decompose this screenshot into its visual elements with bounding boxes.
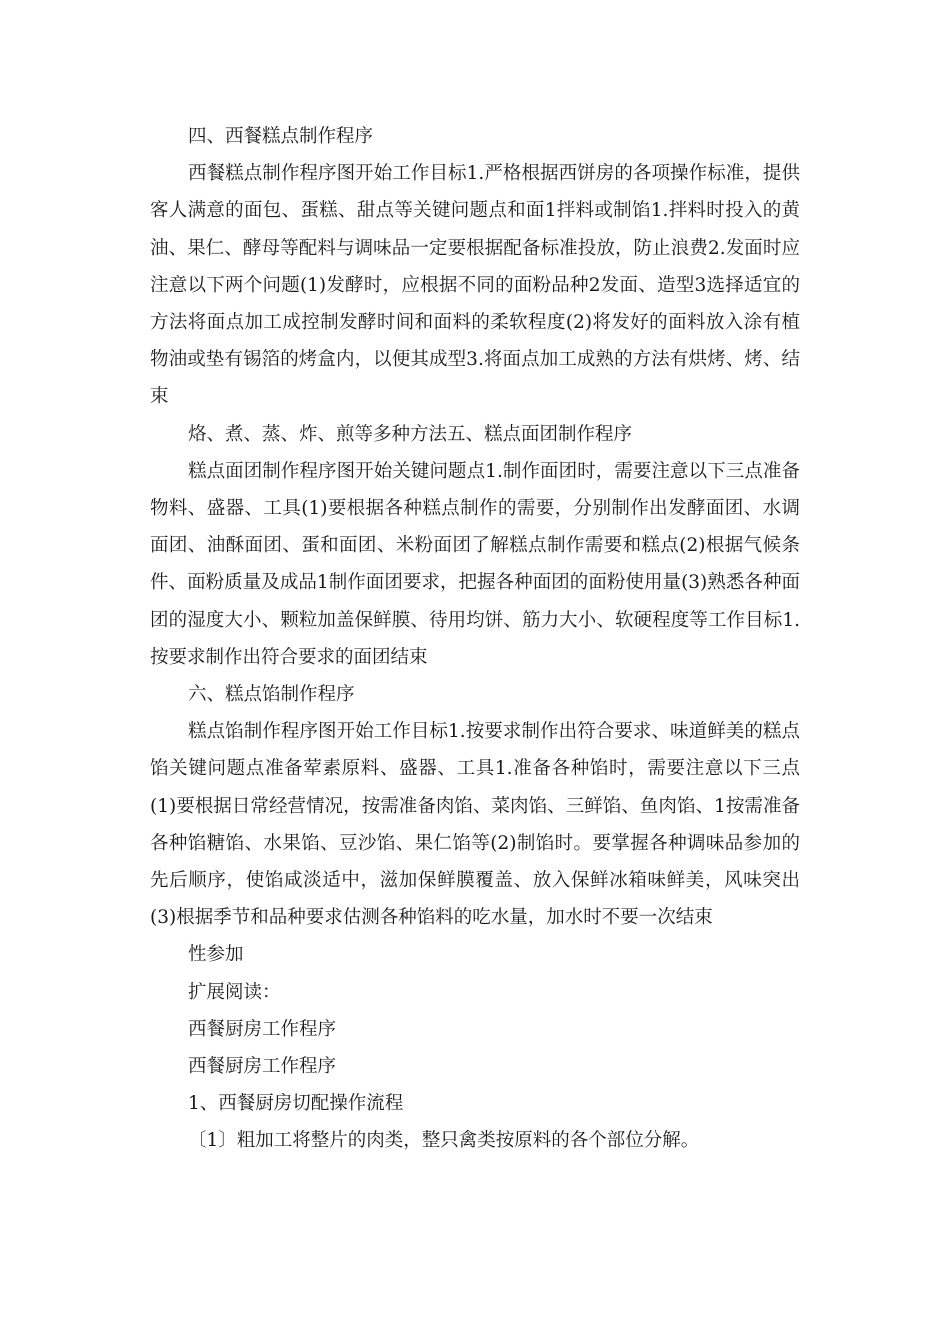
paragraph-dough-procedure: 糕点面团制作程序图开始关键问题点1.制作面团时，需要注意以下三点准备物料、盛器、工具(1)要根据各种糕点制作的需要，分别制作出发酵面团、水调面团、油酥面团、蛋和面团、米粉面团了解糕点制作需要和糕点(2)根据气候条件、面粉质量及成品1制作面团要求，把握各种面团的面粉使用量(3)熟悉各种面团的湿度大小、颗粒加盖保鲜膜、待用均饼、筋力大小、软硬程度等工作目标1.按要求制作出符合要求的面团结束 — [150, 460, 800, 668]
paragraph-cooking-methods: 烙、煮、蒸、炸、煎等多种方法五、糕点面团制作程序 — [188, 423, 633, 445]
paragraph-filling-procedure: 糕点馅制作程序图开始工作目标1.按要求制作出符合要求、味道鲜美的糕点馅关键问题点准备荤素原料、盛器、工具1.准备各种馅时，需要注意以下三点(1)要根据日常经营情况，按需准备肉馅、菜肉馅、三鲜馅、鱼肉馅、1按需准备各种馅糖馅、水果馅、豆沙馅、果仁馅等(2)制馅时。要掌握各种调味品参加的先后顺序，使馅咸淡适中，滋加保鲜膜覆盖、放入保鲜冰箱味鲜美，风味突出(3)根据季节和品种要求估测各种馅料的吃水量，加水时不要一次结束 — [150, 721, 800, 929]
kitchen-title: 西餐厨房工作程序 — [188, 1018, 337, 1040]
section-heading-4: 四、西餐糕点制作程序 — [188, 126, 374, 147]
cutting-flow-heading: 1、西餐厨房切配操作流程 — [188, 1093, 404, 1115]
kitchen-subtitle: 西餐厨房工作程序 — [188, 1056, 337, 1078]
extended-reading-label: 扩展阅读： — [188, 981, 281, 1003]
paragraph-fragment: 性参加 — [188, 944, 244, 966]
rough-processing-item: 〔1〕粗加工将整片的肉类，整只禽类按原料的各个部位分解。 — [188, 1130, 700, 1152]
section-heading-6: 六、糕点馅制作程序 — [188, 684, 355, 706]
document-body — [150, 118, 800, 1160]
paragraph-pastry-procedure: 西餐糕点制作程序图开始工作目标1.严格根据西饼房的各项操作标准，提供客人满意的面包、蛋糕、甜点等关键问题点和面1拌料或制馅1.拌料时投入的黄油、果仁、酵母等配料与调味品一定要根据配备标准投放，防止浪费2.发面时应注意以下两个问题(1)发酵时，应根据不同的面粉品种2发面、造型3选择适宜的方法将面点加工成控制发酵时间和面料的柔软程度(2)将发好的面料放入涂有植物油或垫有锡箔的烤盒内，以便其成型3.将面点加工成熟的方法有烘烤、烤、结束 — [150, 163, 800, 408]
